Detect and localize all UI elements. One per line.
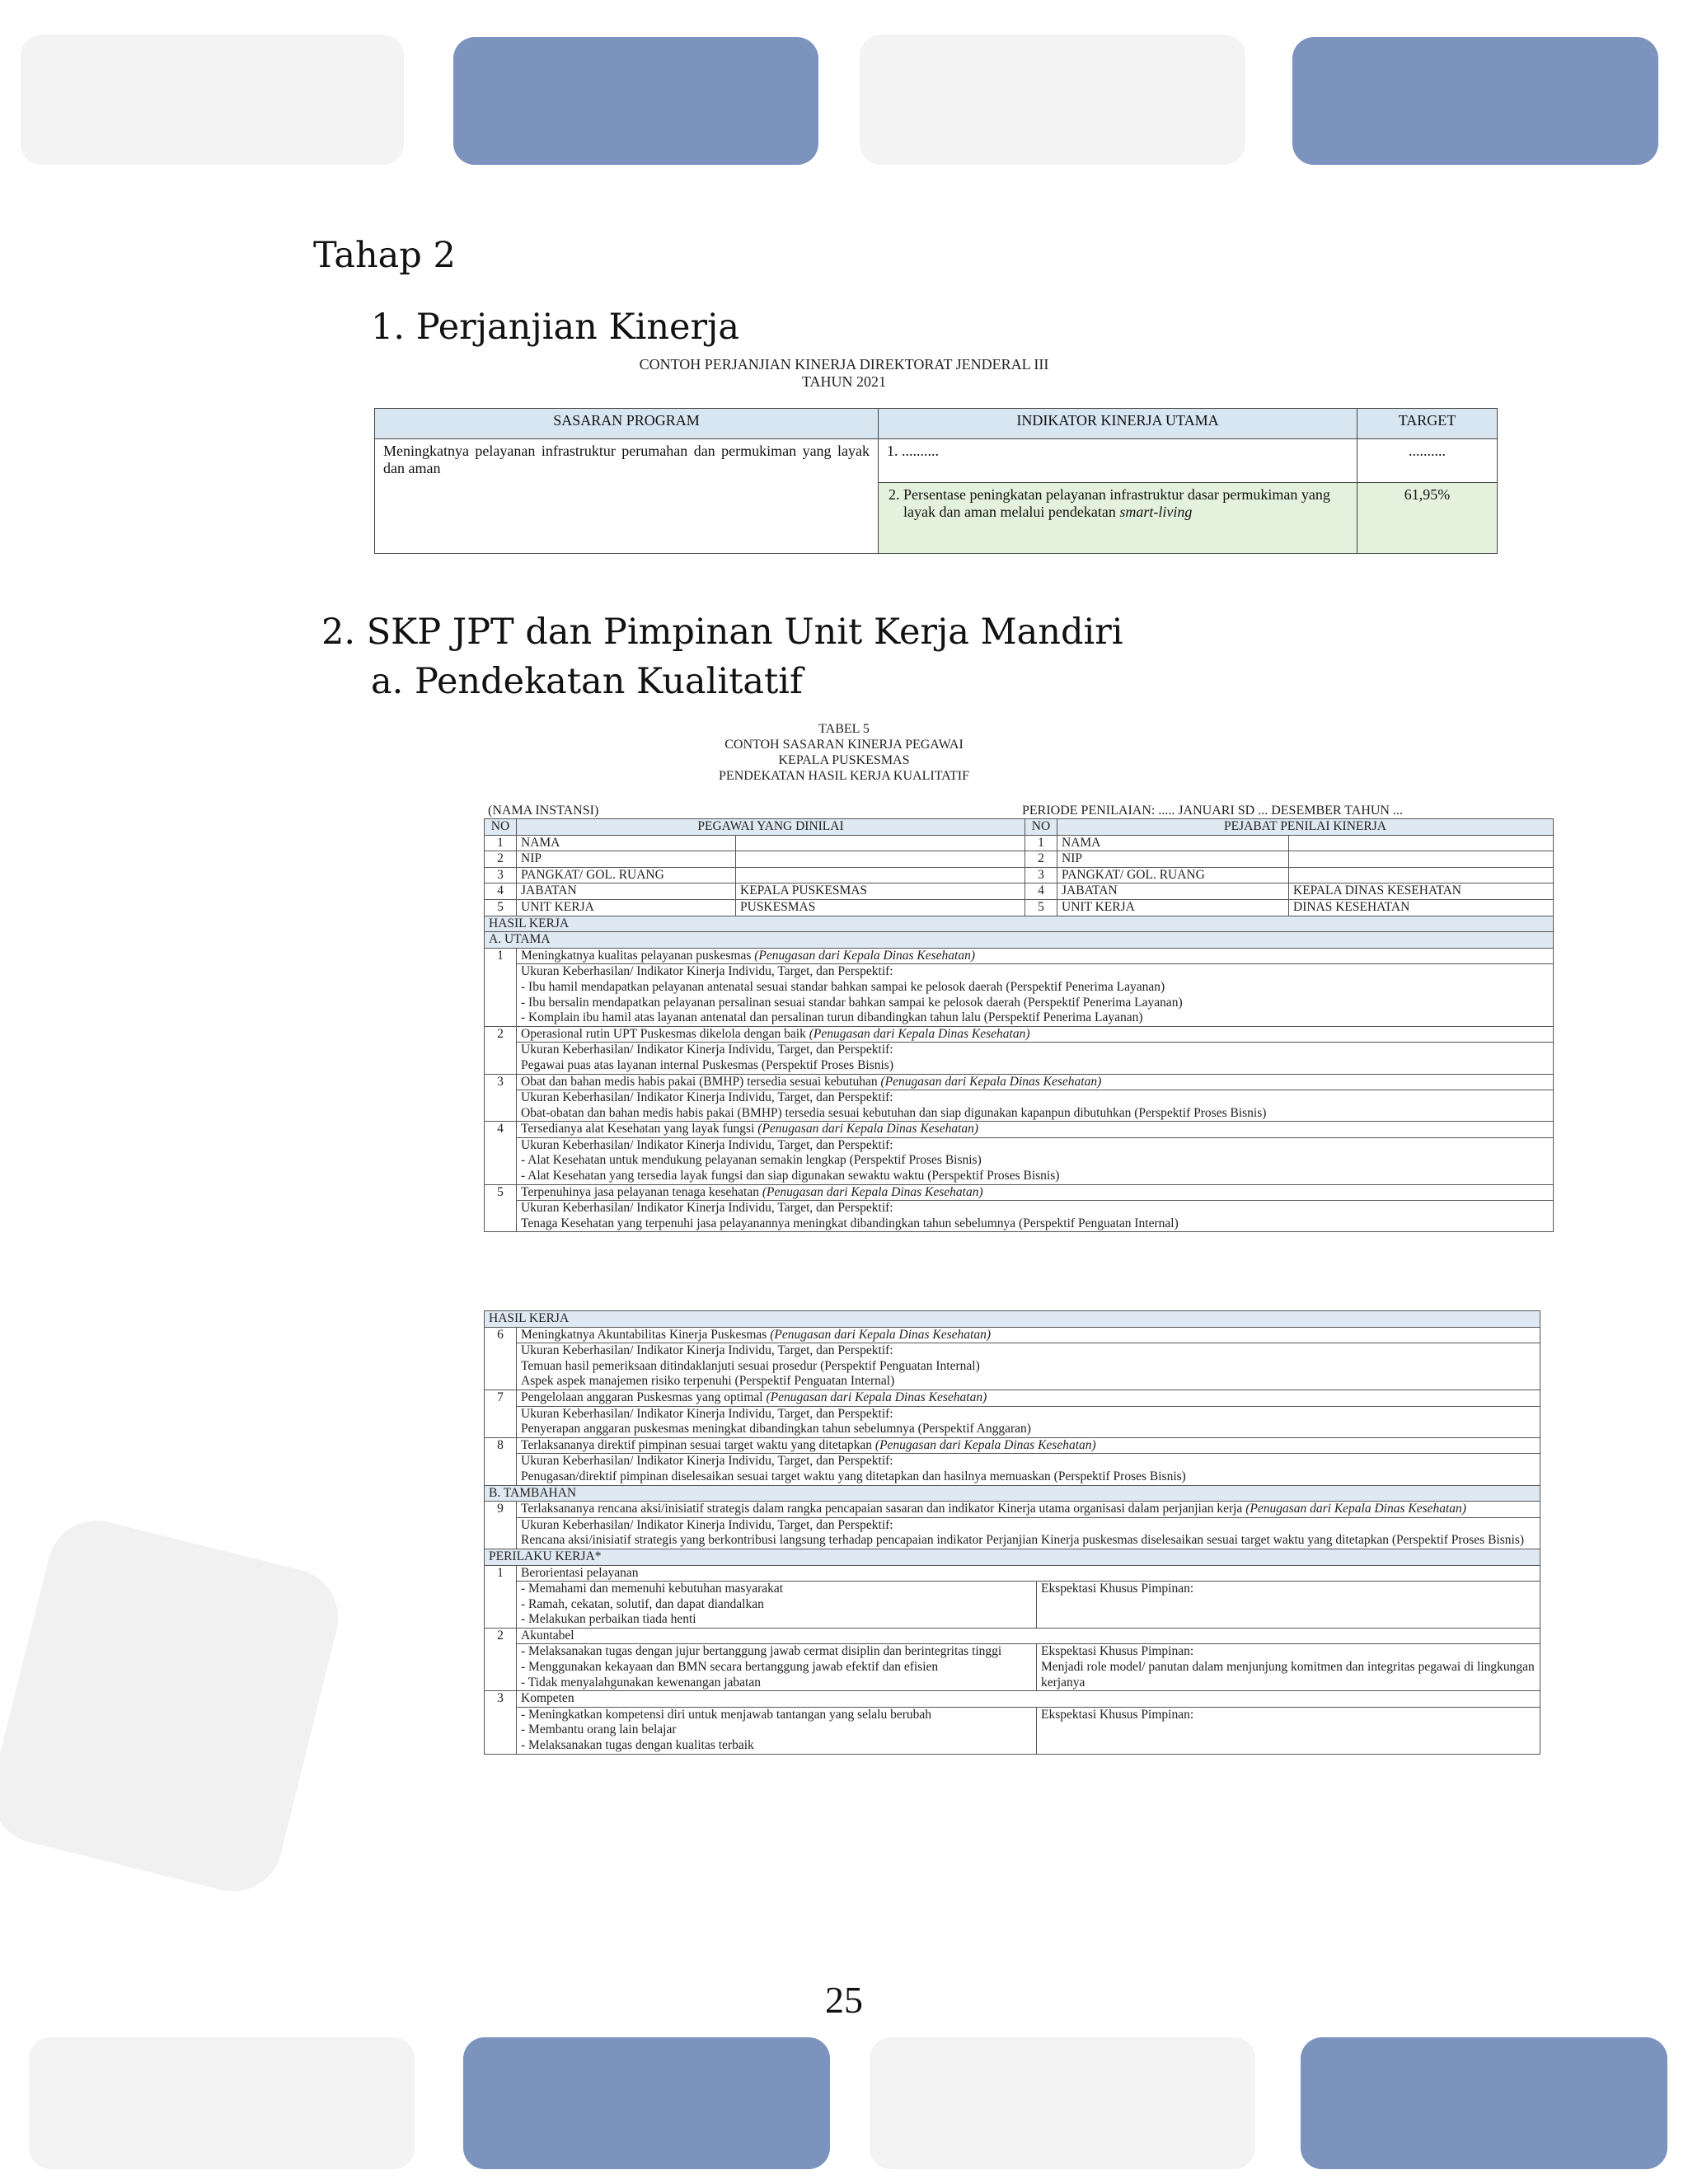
item-assignment: (Penugasan dari Kepala Dinas Kesehatan) <box>766 1390 987 1404</box>
behavior-lines <box>517 1582 1037 1629</box>
item-no: 3 <box>485 1074 517 1122</box>
expectation-label: Ekspektasi Khusus Pimpinan: <box>1041 1644 1194 1659</box>
background-decoration <box>0 1510 349 1901</box>
behavior-no: 3 <box>485 1691 517 1754</box>
expectation-label: Ekspektasi Khusus Pimpinan: <box>1041 1707 1194 1722</box>
item-measures <box>517 1343 1540 1390</box>
item-assignment: (Penugasan dari Kepala Dinas Kesehatan) <box>880 1074 1102 1089</box>
row-label-r: NAMA <box>1057 835 1289 851</box>
item-no: 4 <box>485 1122 517 1184</box>
utama-label: A. UTAMA <box>485 932 1554 949</box>
hdr-no-2: NO <box>1025 819 1057 836</box>
behavior-line: - Menggunakan kekayaan dan BMN secara bertanggung jawab efektif dan efisien <box>521 1660 939 1675</box>
indikator-2-text: 2. Persentase peningkatan pelayanan infrastruktur dasar permukiman yang layak dan aman melalui pendekatan <box>889 486 1330 520</box>
tabel5-t3: KEPALA PUSKESMAS <box>778 753 910 767</box>
row-no: 4 <box>485 883 517 900</box>
tambahan-items <box>485 1502 1540 1549</box>
row-value-r <box>1289 867 1554 883</box>
row-label-r: UNIT KERJA <box>1057 899 1289 916</box>
footer-tab-4 <box>1301 2037 1667 2169</box>
col-indikator: INDIKATOR KINERJA UTAMA <box>879 409 1357 439</box>
hasil-kerja-label: HASIL KERJA <box>485 916 1554 932</box>
row-no: 5 <box>485 899 517 916</box>
row-value-r: DINAS KESEHATAN <box>1289 899 1554 916</box>
row-label: PANGKAT/ GOL. RUANG <box>517 867 736 883</box>
perilaku-items <box>485 1565 1540 1754</box>
section-title-tahap: Tahap 2 <box>313 235 456 276</box>
row-value-r <box>1289 851 1554 868</box>
item-assignment: (Penugasan dari Kepala Dinas Kesehatan) <box>757 1122 979 1137</box>
measure-header: Ukuran Keberhasilan/ Indikator Kinerja Individu, Target, dan Perspektif: <box>521 964 893 979</box>
measure-header: Ukuran Keberhasilan/ Indikator Kinerja Individu, Target, dan Perspektif: <box>521 1043 893 1057</box>
measure-line: Aspek aspek manajemen risiko terpenuhi (Perspektif Penguatan Internal) <box>521 1374 895 1389</box>
skp-table-part1 <box>484 818 1554 1232</box>
indikator-2 <box>879 483 1357 554</box>
item-title-text: Operasional rutin UPT Puskesmas dikelola dengan baik <box>521 1026 809 1041</box>
behavior-line: - Ramah, cekatan, solutif, dan dapat diandalkan <box>521 1596 764 1611</box>
behavior-line: - Membantu orang lain belajar <box>521 1722 677 1737</box>
item-assignment: (Penugasan dari Kepala Dinas Kesehatan) <box>762 1184 983 1199</box>
item-assignment: (Penugasan dari Kepala Dinas Kesehatan) <box>770 1327 992 1342</box>
measure-line: - Ibu bersalin mendapatkan pelayanan persalinan sesuai standar bahkan sampai ke pelosok daerah (Perspektif Penerima Layanan) <box>521 995 1183 1010</box>
hdr-no: NO <box>485 819 517 836</box>
behavior-title: Kompeten <box>517 1691 1540 1708</box>
measure-line: - Komplain ibu hamil atas layanan antenatal dan persalinan turun dibandingkan tahun lalu (Perspektif Penerima Layanan) <box>521 1010 1143 1025</box>
row-value: PUSKESMAS <box>736 899 1025 916</box>
item-measures <box>517 1517 1540 1549</box>
row-no: 2 <box>485 851 517 868</box>
item-title-text: Meningkatnya Akuntabilitas Kinerja Puskesmas <box>521 1327 771 1342</box>
row-no-r: 3 <box>1025 867 1057 883</box>
item-title <box>517 948 1554 964</box>
measure-header: Ukuran Keberhasilan/ Indikator Kinerja Individu, Target, dan Perspektif: <box>521 1343 893 1358</box>
measure-header: Ukuran Keberhasilan/ Indikator Kinerja Individu, Target, dan Perspektif: <box>521 1406 893 1421</box>
item-measures <box>517 964 1554 1026</box>
measure-line: Tenaga Kesehatan yang terpenuhi jasa pelayanannya meningkat dibandingkan tahun sebelumnya (Perspektif Penguatan Internal) <box>521 1216 1179 1230</box>
hdr-pegawai: PEGAWAI YANG DINILAI <box>517 819 1025 836</box>
leader-expectation <box>1037 1644 1540 1691</box>
header-tab-2 <box>453 37 818 165</box>
item-title <box>517 1437 1540 1454</box>
row-value-r <box>1289 835 1554 851</box>
item-no: 1 <box>485 948 517 1026</box>
subsection-skp-jpt: 2. SKP JPT dan Pimpinan Unit Kerja Mandiri <box>321 612 1123 653</box>
measure-header: Ukuran Keberhasilan/ Indikator Kinerja Individu, Target, dan Perspektif: <box>521 1517 893 1532</box>
item-title <box>517 1502 1540 1518</box>
row-no-r: 1 <box>1025 835 1057 851</box>
hdr-pejabat: PEJABAT PENILAI KINERJA <box>1057 819 1554 836</box>
item-no: 8 <box>485 1437 517 1485</box>
measure-line: - Alat Kesehatan yang tersedia layak fungsi dan siap digunakan sewaktu waktu (Perspektif Proses Bisnis) <box>521 1169 1060 1183</box>
behavior-line: - Tidak menyalahgunakan kewenangan jabatan <box>521 1675 761 1690</box>
col-sasaran: SASARAN PROGRAM <box>375 409 879 439</box>
periode-penilaian: PERIODE PENILAIAN: ..... JANUARI SD ... DESEMBER TAHUN ... <box>1022 804 1403 818</box>
behavior-line: - Memahami dan memenuhi kebutuhan masyarakat <box>521 1582 784 1596</box>
page-number: 25 <box>825 1979 863 2021</box>
col-target: TARGET <box>1357 409 1498 439</box>
nama-instansi: (NAMA INSTANSI) <box>488 804 599 818</box>
behavior-no: 1 <box>485 1565 517 1628</box>
behavior-title: Berorientasi pelayanan <box>517 1565 1540 1582</box>
header-tab-1 <box>21 35 404 165</box>
measure-header: Ukuran Keberhasilan/ Indikator Kinerja Individu, Target, dan Perspektif: <box>521 1090 893 1105</box>
item-measures <box>517 1201 1554 1232</box>
measure-line: Penyerapan anggaran puskesmas meningkat dibandingkan tahun sebelumnya (Perspektif Anggaran) <box>521 1422 1031 1436</box>
item-measures <box>517 1043 1554 1074</box>
row-no-r: 5 <box>1025 899 1057 916</box>
indikator-1: 1. .......... <box>879 439 1357 483</box>
sasaran-cell: Meningkatnya pelayanan infrastruktur perumahan dan permukiman yang layak dan aman <box>375 439 879 554</box>
behavior-line: - Meningkatkan kompetensi diri untuk menjawab tantangan yang selalu berubah <box>521 1707 932 1722</box>
expectation-text: Menjadi role model/ panutan dalam menjunjung komitmen dan integritas pegawai di lingkungan kerjanya <box>1041 1660 1535 1690</box>
measure-line: Rencana aksi/inisiatif strategis yang berkontribusi langsung terhadap pencapaian indikator Perjanjian Kinerja puskesmas diselesaikan sesuai target waktu yang ditetapkan (Perspektif Proses Bisnis) <box>521 1533 1525 1548</box>
tabel5-t1: TABEL 5 <box>818 722 870 736</box>
row-label: NAMA <box>517 835 736 851</box>
item-no: 5 <box>485 1184 517 1232</box>
item-title-text: Pengelolaan anggaran Puskesmas yang optimal <box>521 1390 767 1404</box>
row-no-r: 4 <box>1025 883 1057 900</box>
item-title-text: Terlaksananya rencana aksi/inisiatif strategis dalam rangka pencapaian sasaran dan indikator Kinerja utama organisasi dalam perjanjian kerja <box>521 1502 1246 1516</box>
subsection-pendekatan-kualitatif: a. Pendekatan Kualitatif <box>371 661 803 702</box>
measure-header: Ukuran Keberhasilan/ Indikator Kinerja Individu, Target, dan Perspektif: <box>521 1201 893 1216</box>
pk-year: TAHUN 2021 <box>801 373 887 390</box>
tabel5-t2: CONTOH SASARAN KINERJA PEGAWAI <box>724 738 964 752</box>
item-measures <box>517 1454 1540 1485</box>
item-title <box>517 1074 1554 1090</box>
tambahan-label: B. TAMBAHAN <box>485 1485 1540 1502</box>
item-no: 2 <box>485 1026 517 1074</box>
item-measures <box>517 1090 1554 1122</box>
row-label-r: JABATAN <box>1057 883 1289 900</box>
tabel5-title <box>0 721 1688 784</box>
pk-title: CONTOH PERJANJIAN KINERJA DIREKTORAT JENDERAL III <box>639 356 1049 373</box>
hasil-kerja-label-2: HASIL KERJA <box>485 1311 1540 1328</box>
item-title <box>517 1026 1554 1043</box>
measure-line: Penugasan/direktif pimpinan diselesaikan sesuai target waktu yang ditetapkan dan hasilnya memuaskan (Perspektif Proses Bisnis) <box>521 1469 1186 1483</box>
item-no: 7 <box>485 1390 517 1437</box>
behavior-line: - Melaksanakan tugas dengan kualitas terbaik <box>521 1738 754 1753</box>
footer-tab-3 <box>870 2037 1255 2169</box>
behavior-line: - Melakukan perbaikan tiada henti <box>521 1612 696 1627</box>
row-label: NIP <box>517 851 736 868</box>
perilaku-label: PERILAKU KERJA* <box>485 1549 1540 1565</box>
perjanjian-kinerja-table <box>374 408 1498 554</box>
behavior-line: - Melaksanakan tugas dengan jujur bertanggung jawab cermat disiplin dan berintegritas tinggi <box>521 1644 1002 1659</box>
item-title-text: Terlaksananya direktif pimpinan sesuai target waktu yang ditetapkan <box>521 1437 875 1452</box>
item-title <box>517 1327 1540 1343</box>
measure-line: - Alat Kesehatan untuk mendukung pelayanan semakin lengkap (Perspektif Proses Bisnis) <box>521 1153 982 1168</box>
target-1: .......... <box>1357 439 1498 483</box>
subsection-perjanjian-kinerja: 1. Perjanjian Kinerja <box>371 307 739 348</box>
measure-header: Ukuran Keberhasilan/ Indikator Kinerja Individu, Target, dan Perspektif: <box>521 1137 893 1152</box>
item-assignment: (Penugasan dari Kepala Dinas Kesehatan) <box>874 1437 1096 1452</box>
header-tab-3 <box>860 35 1245 165</box>
item-no: 9 <box>485 1502 517 1549</box>
expectation-label: Ekspektasi Khusus Pimpinan: <box>1041 1582 1194 1596</box>
footer-tab-1 <box>29 2037 415 2169</box>
header-tab-4 <box>1292 37 1658 165</box>
row-label: JABATAN <box>517 883 736 900</box>
measure-line: - Ibu hamil mendapatkan pelayanan antenatal sesuai standar bahkan sampai ke pelosok daerah (Perspektif Penerima Layanan) <box>521 979 1165 994</box>
row-value-r: KEPALA DINAS KESEHATAN <box>1289 883 1554 900</box>
item-title-text: Obat dan bahan medis habis pakai (BMHP) tersedia sesuai kebutuhan <box>521 1074 881 1089</box>
measure-line: Pegawai puas atas layanan internal Puskesmas (Perspektif Proses Bisnis) <box>521 1057 893 1072</box>
utama-items <box>485 948 1554 1232</box>
row-no-r: 2 <box>1025 851 1057 868</box>
row-value <box>736 867 1025 883</box>
leader-expectation <box>1037 1707 1540 1754</box>
item-assignment: (Penugasan dari Kepala Dinas Kesehatan) <box>1245 1502 1466 1516</box>
row-label: UNIT KERJA <box>517 899 736 916</box>
row-no: 1 <box>485 835 517 851</box>
item-title-text: Terpenuhinya jasa pelayanan tenaga kesehatan <box>521 1184 762 1199</box>
item-title-text: Meningkatnya kualitas pelayanan puskesmas <box>521 948 755 963</box>
item-title <box>517 1390 1540 1406</box>
behavior-no: 2 <box>485 1628 517 1690</box>
item-title <box>517 1184 1554 1201</box>
row-label-r: NIP <box>1057 851 1289 868</box>
item-assignment: (Penugasan dari Kepala Dinas Kesehatan) <box>754 948 976 963</box>
tabel5-t4: PENDEKATAN HASIL KERJA KUALITATIF <box>719 769 969 783</box>
behavior-lines <box>517 1644 1037 1691</box>
indikator-2-italic: smart-living <box>1119 504 1193 520</box>
row-value <box>736 851 1025 868</box>
row-value: KEPALA PUSKESMAS <box>736 883 1025 900</box>
item-assignment: (Penugasan dari Kepala Dinas Kesehatan) <box>809 1026 1030 1041</box>
footer-tab-2 <box>463 2037 830 2169</box>
item-title <box>517 1122 1554 1138</box>
measure-header: Ukuran Keberhasilan/ Indikator Kinerja Individu, Target, dan Perspektif: <box>521 1454 893 1469</box>
utama-items-2 <box>485 1327 1540 1485</box>
measure-line: Temuan hasil pemeriksaan ditindaklanjuti sesuai prosedur (Perspektif Penguatan Internal) <box>521 1358 980 1373</box>
target-2: 61,95% <box>1357 483 1498 554</box>
row-no: 3 <box>485 867 517 883</box>
item-title-text: Tersedianya alat Kesehatan yang layak fungsi <box>521 1122 758 1137</box>
row-label-r: PANGKAT/ GOL. RUANG <box>1057 867 1289 883</box>
item-measures <box>517 1406 1540 1437</box>
item-measures <box>517 1137 1554 1184</box>
leader-expectation <box>1037 1582 1540 1629</box>
item-no: 6 <box>485 1327 517 1390</box>
measure-line: Obat-obatan dan bahan medis habis pakai (BMHP) tersedia sesuai kebutuhan dan siap digunakan kapanpun dibutuhkan (Perspektif Proses Bisnis) <box>521 1105 1267 1120</box>
behavior-title: Akuntabel <box>517 1628 1540 1644</box>
skp-table-part2 <box>484 1310 1540 1755</box>
behavior-lines <box>517 1707 1037 1754</box>
row-value <box>736 835 1025 851</box>
